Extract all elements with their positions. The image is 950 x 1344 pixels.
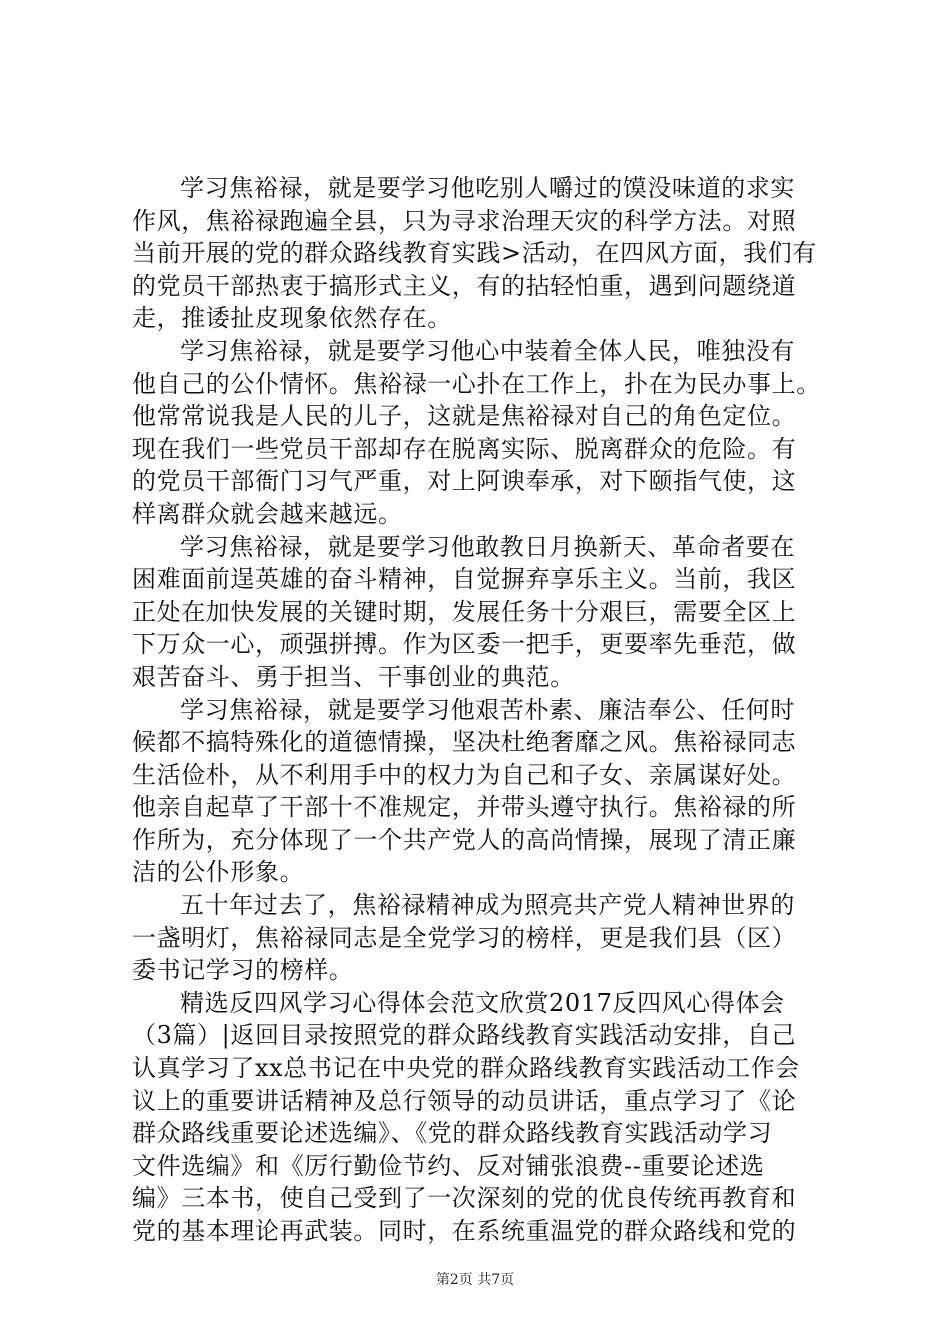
paragraph-6-line-2: （3篇）|返回目录按照党的群众路线教育实践活动安排，自己 [132,1021,797,1050]
paragraph-4-line-2: 候都不搞特殊化的道德情操，坚决杜绝奢靡之风。焦裕禄同志 [132,728,797,757]
paragraph-6-line-6: 文件选编》和《厉行勤俭节约、反对铺张浪费--重要论述选 [132,1151,765,1180]
paragraph-1-line-4: 的党员干部热衷于搞形式主义，有的拈轻怕重，遇到问题绕道 [132,271,797,300]
paragraph-3-line-3: 正处在加快发展的关键时期，发展任务十分艰巨，需要全区上 [132,597,797,626]
paragraph-1-line-5: 走，推诿扯皮现象依然存在。 [132,304,452,333]
paragraph-2-line-3: 他常常说我是人民的儿子，这就是焦裕禄对自己的角色定位。 [132,402,797,431]
paragraph-2-line-4: 现在我们一些党员干部却存在脱离实际、脱离群众的危险。有 [132,434,797,463]
paragraph-4-line-6: 洁的公仆形象。 [132,858,305,887]
paragraph-1-line-1: 学习焦裕禄，就是要学习他吃别人嚼过的馍没味道的求实 [180,174,795,202]
paragraph-2-line-5: 的党员干部衙门习气严重，对上阿谀奉承，对下颐指气使，这 [132,467,797,496]
paragraph-5-line-3: 委书记学习的榜样。 [132,956,354,985]
page-number-label: 第2页 共7页 [435,1272,515,1288]
paragraph-2-line-6: 样离群众就会越来越远。 [132,499,403,528]
paragraph-5-line-1: 五十年过去了，焦裕禄精神成为照亮共产党人精神世界的 [180,891,795,920]
page-footer [0,1271,950,1289]
paragraph-3-line-1: 学习焦裕禄，就是要学习他敢教日月换新天、革命者要在 [180,532,795,561]
document-body [132,172,832,1248]
paragraph-4-line-3: 生活俭朴，从不利用手中的权力为自己和子女、亲属谋好处。 [132,760,797,789]
paragraph-4-line-5: 作所为，充分体现了一个共产党人的高尚情操，展现了清正廉 [132,825,797,854]
paragraph-2-line-2: 他自己的公仆情怀。焦裕禄一心扑在工作上，扑在为民办事上。 [132,369,821,398]
paragraph-4-line-4: 他亲自起草了干部十不准规定，并带头遵守执行。焦裕禄的所 [132,793,797,822]
paragraph-6-line-8: 党的基本理论再武装。同时，在系统重温党的群众路线和党的 [132,1217,797,1245]
paragraph-6-line-1: 精选反四风学习心得体会范文欣赏2017反四风心得体会 [180,988,785,1017]
paragraph-3-line-2: 困难面前逞英雄的奋斗精神，自觉摒弃享乐主义。当前，我区 [132,565,797,594]
paragraph-4-line-1: 学习焦裕禄，就是要学习他艰苦朴素、廉洁奉公、任何时 [180,695,795,724]
paragraph-1-line-3: 当前开展的党的群众路线教育实践>活动，在四风方面，我们有 [132,239,817,268]
paragraph-6-line-5: 群众路线重要论述选编》、《党的群众路线教育实践活动学习 [132,1119,773,1148]
paragraph-5-line-2: 一盏明灯，焦裕禄同志是全党学习的榜样，更是我们县（区） [132,923,797,952]
paragraph-6-line-3: 认真学习了xx总书记在中央党的群众路线教育实践活动工作会 [132,1054,800,1083]
paragraph-1-line-2: 作风，焦裕禄跑遍全县，只为寻求治理天灾的科学方法。对照 [132,206,797,235]
paragraph-3-line-4: 下万众一心，顽强拼搏。作为区委一把手，更要率先垂范，做 [132,630,797,659]
paragraph-3-line-5: 艰苦奋斗、勇于担当、干事创业的典范。 [132,662,575,691]
paragraph-6-line-4: 议上的重要讲话精神及总行领导的动员讲话，重点学习了《论 [132,1086,797,1115]
paragraph-6-line-7: 编》三本书，使自己受到了一次深刻的党的优良传统再教育和 [132,1184,797,1213]
paragraph-2-line-1: 学习焦裕禄，就是要学习他心中装着全体人民，唯独没有 [180,336,795,365]
